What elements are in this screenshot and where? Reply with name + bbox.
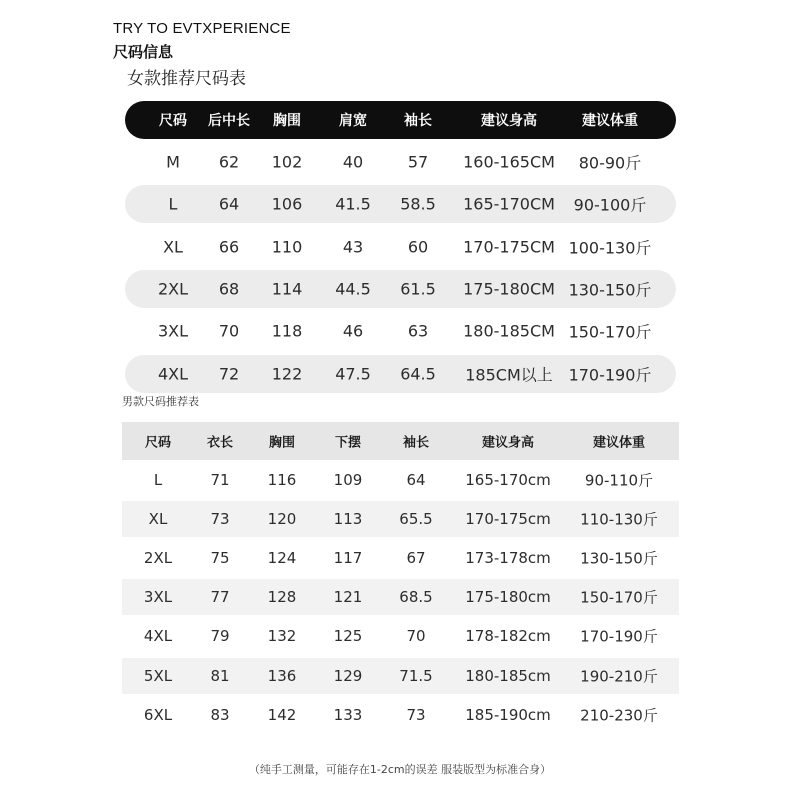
men-header-size: 尺码	[144, 435, 172, 451]
women-chest-cell: 102	[271, 152, 303, 172]
men-size-cell: L	[153, 471, 163, 489]
men-weight-cell: 190-210斤	[580, 667, 658, 685]
men-hem-cell: 133	[333, 705, 363, 724]
women-weight-cell: 100-130斤	[568, 238, 652, 258]
women-row	[125, 355, 676, 393]
men-chest-cell: 120	[267, 510, 297, 529]
men-sleeve-cell: 64	[406, 471, 426, 489]
men-size-cell: 3XL	[143, 588, 173, 607]
men-height-cell: 185-190cm	[465, 705, 551, 724]
men-weight-cell: 170-190斤	[580, 627, 658, 646]
men-unit: 斤	[642, 588, 658, 607]
men-size-cell: 6XL	[143, 705, 173, 724]
women-sleeve-cell: 57	[407, 152, 429, 172]
men-chest-cell: 132	[267, 627, 297, 646]
men-size-cell: XL	[148, 510, 168, 529]
men-row	[122, 540, 679, 576]
women-unit: CM	[529, 237, 555, 257]
women-unit: 斤	[635, 280, 652, 300]
women-length-cell: 72	[218, 364, 240, 383]
women-header-length: 后中长	[208, 113, 250, 129]
women-length-cell: 70	[218, 321, 240, 341]
men-table-header	[122, 422, 679, 460]
women-size-cell: 4XL	[157, 364, 189, 383]
men-unit: cm	[527, 666, 551, 685]
men-unit: 斤	[642, 627, 658, 646]
men-sleeve-cell: 73	[406, 705, 426, 724]
women-header-height: 建议身高	[481, 113, 537, 129]
men-sleeve-cell: 67	[406, 549, 426, 568]
men-unit: cm	[527, 471, 551, 489]
women-header-size: 尺码	[159, 113, 187, 129]
men-weight-cell: 210-230斤	[580, 706, 658, 725]
women-header-sleeve: 袖长	[404, 113, 432, 129]
women-unit: 斤	[635, 365, 652, 384]
men-height-cell: 170-175cm	[465, 510, 551, 529]
women-row	[125, 228, 676, 266]
women-size-cell: M	[166, 152, 180, 172]
men-unit: cm	[527, 549, 551, 568]
men-header-weight: 建议体重	[592, 435, 646, 451]
men-length-cell: 73	[210, 510, 230, 529]
men-hem-cell: 117	[333, 549, 363, 568]
women-shoulder-cell: 44.5	[335, 279, 371, 299]
women-row	[125, 270, 676, 308]
women-shoulder-cell: 40	[342, 152, 364, 172]
men-row	[122, 462, 679, 498]
men-size-cell: 4XL	[143, 627, 173, 646]
men-unit: 斤	[642, 706, 658, 725]
men-header-length: 衣长	[206, 435, 234, 451]
men-length-cell: 79	[210, 627, 230, 646]
women-header-weight: 建议体重	[582, 113, 638, 129]
women-chest-cell: 118	[271, 321, 303, 341]
men-unit: cm	[527, 627, 551, 646]
women-height-cell: 160-165CM	[463, 152, 555, 172]
men-unit: 斤	[642, 667, 658, 685]
women-unit: 斤	[625, 153, 642, 173]
women-unit: CM	[529, 279, 555, 299]
women-table-header	[125, 101, 676, 139]
men-row	[122, 658, 679, 694]
women-header-chest: 胸围	[273, 113, 301, 129]
women-sleeve-cell: 60	[407, 237, 429, 257]
women-header-shoulder: 肩宽	[339, 113, 367, 129]
men-height-cell: 180-185cm	[465, 666, 551, 685]
women-row	[125, 185, 676, 223]
women-size-cell: 2XL	[157, 279, 189, 299]
size-info-title: 尺码信息	[113, 43, 174, 61]
women-shoulder-cell: 47.5	[335, 364, 371, 383]
women-shoulder-cell: 43	[342, 237, 364, 257]
women-unit: 斤	[635, 322, 652, 342]
brand-title: TRY TO EVTXPERIENCE	[113, 20, 291, 37]
men-weight-cell: 150-170斤	[580, 588, 658, 607]
women-unit: CM	[529, 194, 555, 214]
men-length-cell: 71	[210, 471, 230, 489]
women-weight-cell: 80-90斤	[578, 153, 642, 173]
women-sleeve-cell: 64.5	[400, 364, 436, 383]
men-row	[122, 618, 679, 654]
men-chest-cell: 128	[267, 588, 297, 607]
women-weight-cell: 90-100斤	[573, 195, 647, 215]
men-length-cell: 81	[210, 666, 230, 685]
men-height-cell: 178-182cm	[465, 627, 551, 646]
men-hem-cell: 125	[333, 627, 363, 646]
women-unit: CM	[529, 321, 555, 341]
men-weight-cell: 90-110斤	[584, 471, 654, 490]
women-chest-cell: 106	[271, 194, 303, 214]
women-unit: 斤	[635, 238, 652, 258]
women-chest-cell: 122	[271, 364, 303, 383]
men-sleeve-cell: 70	[406, 627, 426, 646]
men-height-cell: 175-180cm	[465, 588, 551, 607]
women-unit: 斤	[630, 195, 647, 215]
women-size-cell: 3XL	[157, 321, 189, 341]
women-row	[125, 312, 676, 350]
women-length-cell: 66	[218, 237, 240, 257]
women-shoulder-cell: 41.5	[335, 194, 371, 214]
men-unit: cm	[527, 705, 551, 724]
men-hem-cell: 109	[333, 471, 363, 489]
women-length-cell: 62	[218, 152, 240, 172]
women-sleeve-cell: 63	[407, 321, 429, 341]
men-hem-cell: 113	[333, 510, 363, 529]
women-row	[125, 143, 676, 181]
women-chest-cell: 110	[271, 237, 303, 257]
women-length-cell: 68	[218, 279, 240, 299]
women-sleeve-cell: 58.5	[400, 194, 436, 214]
women-height-cell: 185CM以上	[465, 365, 553, 384]
men-hem-cell: 121	[333, 588, 363, 607]
men-header-hem: 下摆	[334, 435, 362, 451]
women-shoulder-cell: 46	[342, 321, 364, 341]
men-header-sleeve: 袖长	[402, 435, 430, 451]
women-size-cell: L	[168, 194, 178, 214]
men-sleeve-cell: 71.5	[399, 666, 433, 685]
women-weight-cell: 150-170斤	[568, 322, 652, 342]
men-sleeve-cell: 68.5	[399, 588, 433, 607]
men-unit: 斤	[638, 471, 654, 490]
men-unit: 斤	[642, 510, 658, 529]
men-chest-cell: 116	[267, 471, 297, 489]
men-size-cell: 5XL	[143, 666, 173, 685]
men-length-cell: 77	[210, 588, 230, 607]
women-chest-cell: 114	[271, 279, 303, 299]
women-weight-cell: 130-150斤	[568, 280, 652, 300]
women-length-cell: 64	[218, 194, 240, 214]
men-unit: cm	[527, 510, 551, 529]
men-row	[122, 501, 679, 537]
men-size-cell: 2XL	[143, 549, 173, 568]
women-unit: CM	[529, 152, 555, 172]
men-unit: 斤	[642, 549, 658, 568]
women-table-title: 女款推荐尺码表	[127, 69, 246, 89]
men-length-cell: 75	[210, 549, 230, 568]
men-unit: cm	[527, 588, 551, 607]
men-chest-cell: 124	[267, 549, 297, 568]
women-height-cell: 180-185CM	[463, 321, 555, 341]
women-height-cell: 170-175CM	[463, 237, 555, 257]
men-row	[122, 579, 679, 615]
men-sleeve-cell: 65.5	[399, 510, 433, 529]
women-height-cell: 165-170CM	[463, 194, 555, 214]
men-height-cell: 173-178cm	[465, 549, 551, 568]
men-row	[122, 697, 679, 733]
women-height-cell: 175-180CM	[463, 279, 555, 299]
men-height-cell: 165-170cm	[465, 471, 551, 489]
women-weight-cell: 170-190斤	[568, 365, 652, 384]
men-table-title: 男款尺码推荐表	[122, 395, 199, 408]
men-weight-cell: 130-150斤	[580, 549, 658, 568]
men-header-height: 建议身高	[481, 435, 535, 451]
measurement-footnote: （纯手工测量，可能存在1-2cm的误差 服装版型为标准合身）	[248, 763, 552, 776]
women-sleeve-cell: 61.5	[400, 279, 436, 299]
men-chest-cell: 142	[267, 705, 297, 724]
men-hem-cell: 129	[333, 666, 363, 685]
men-chest-cell: 136	[267, 666, 297, 685]
men-weight-cell: 110-130斤	[580, 510, 658, 529]
women-size-cell: XL	[163, 237, 183, 257]
men-header-chest: 胸围	[268, 435, 296, 451]
men-length-cell: 83	[210, 705, 230, 724]
